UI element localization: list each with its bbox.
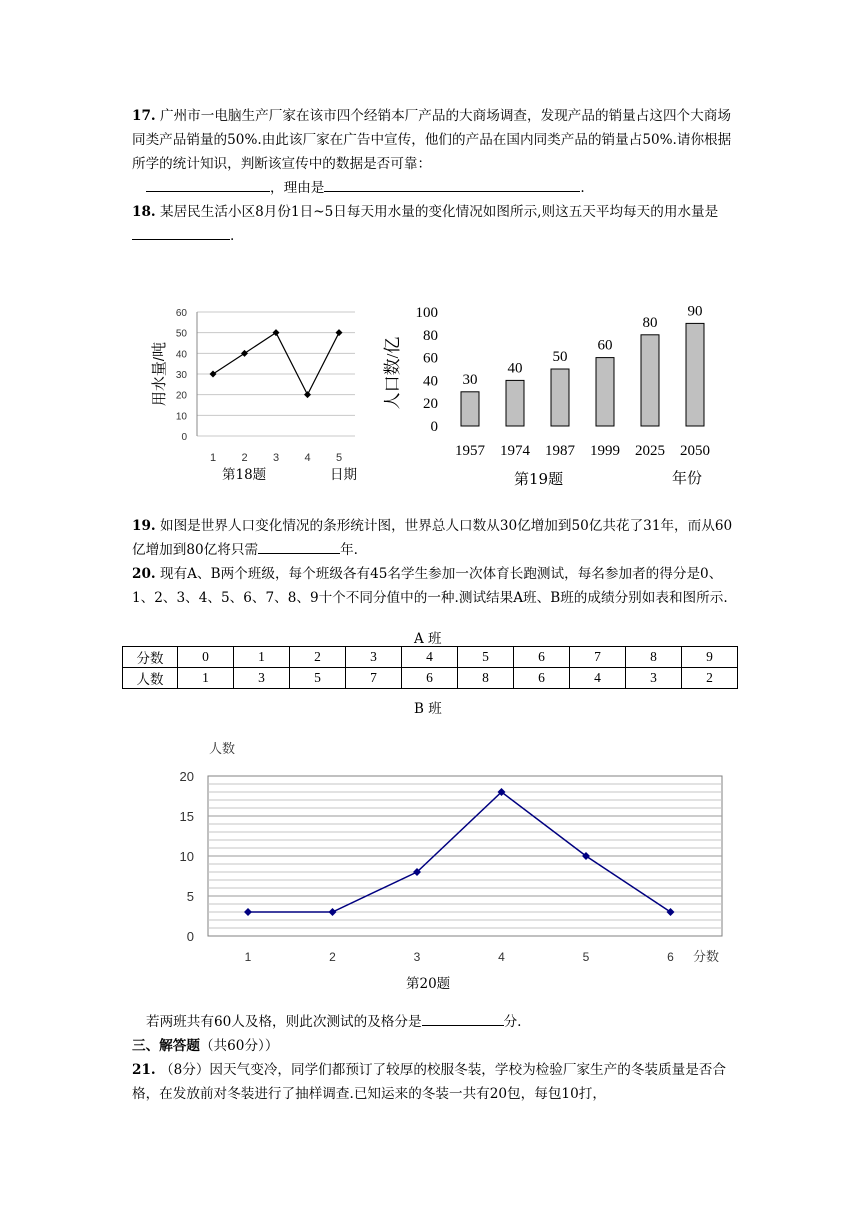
answer-blank-17a[interactable] [146, 176, 270, 192]
x-tick-label: 1957 [455, 443, 485, 459]
x-tick-label: 1999 [590, 443, 620, 459]
x-tick-label: 5 [335, 452, 343, 464]
y-tick-label: 40 [423, 373, 438, 390]
question-19-text: 如图是世界人口变化情况的条形统计图，世界总人口数从30亿增加到50亿共花了31年，而从60亿增加到80亿将只需 [132, 518, 733, 558]
y-tick-label: 20 [423, 396, 438, 413]
y-tick-label: 40 [175, 349, 187, 361]
water-usage-line-chart [140, 298, 380, 488]
table-cell: 7 [346, 668, 402, 689]
y-tick-label: 50 [175, 328, 187, 340]
x-tick-label: 2025 [635, 443, 665, 459]
x-tick-label: 4 [304, 452, 311, 464]
question-20-text: 现有A、B两个班级，每个班级各有45名学生参加一次体育长跑测试，每名参加者的得分是0、1、2、3、4、5、6、7、8、9十个不同分值中的一种.测试结果A班、B班的成绩分别如表和图所示. [132, 566, 728, 606]
question-21-text: （8分）因天气变冷，同学们都预订了较厚的校服冬装，学校为检验厂家生产的冬装质量是否合格，在发放前对冬装进行了抽样调查.已知运来的冬装一共有20包，每包10打， [132, 1062, 726, 1102]
y-axis-label: 人口数/亿 [383, 336, 402, 410]
table-cell: 2 [682, 668, 738, 689]
question-20-followup-text: 若两班共有60人及格，则此次测试的及格分是 [146, 1014, 422, 1030]
table-cell: 6 [514, 647, 570, 668]
table-header-count: 人数 [123, 668, 178, 689]
bar [551, 369, 569, 426]
question-17-mid: ，理由是 [270, 180, 325, 196]
chart-18-caption: 第18题 [222, 467, 267, 483]
table-header-score: 分数 [123, 647, 178, 668]
y-tick-label: 20 [179, 769, 194, 784]
y-tick-label: 5 [186, 889, 194, 904]
data-label: 30 [462, 371, 478, 388]
data-label: 40 [507, 360, 523, 377]
y-axis-label: 用水量/吨 [151, 341, 168, 407]
bar [596, 358, 614, 426]
data-point [273, 329, 280, 336]
y-tick-label: 10 [175, 411, 187, 423]
x-tick-label: 3 [272, 452, 280, 464]
section-3-points: （共60分）） [199, 1038, 279, 1054]
bar [506, 380, 524, 426]
table-cell: 4 [402, 647, 458, 668]
x-tick-label: 4 [498, 950, 505, 964]
question-21 [132, 1058, 740, 1106]
question-21-number: 21. [132, 1062, 156, 1078]
question-17-text: 广州市一电脑生产厂家在该市四个经销本厂产品的大商场调查，发现产品的销量占这四个大商场同类产品销量的50%.由此该厂家在广告中宣传，他们的产品在国内同类产品的销量占50%.请你根据所学的统计知识，判断该宣传中的数据是否可靠： [132, 108, 732, 172]
table-row-scores [123, 647, 738, 668]
question-18-end: . [230, 228, 235, 244]
y-tick-label: 60 [423, 350, 438, 367]
class-a-score-table [122, 646, 738, 689]
table-cell: 4 [570, 668, 626, 689]
y-tick-label: 80 [423, 327, 438, 344]
question-18-text: 某居民生活小区8月份1日~5日每天用水量的变化情况如图所示,则这五天平均每天的用水量是 [159, 204, 719, 220]
table-cell: 2 [290, 647, 346, 668]
table-cell: 3 [626, 668, 682, 689]
question-18-number: 18. [132, 204, 156, 220]
table-cell: 0 [178, 647, 234, 668]
x-tick-label: 2050 [680, 443, 710, 459]
question-19-end: 年. [340, 542, 358, 558]
bar [641, 335, 659, 426]
answer-blank-17b[interactable] [324, 176, 580, 192]
class-b-line-chart [160, 736, 740, 996]
x-tick-label: 3 [413, 950, 421, 964]
x-tick-label: 1974 [500, 443, 530, 459]
x-axis-label: 分数 [692, 949, 720, 964]
chart-19-caption: 第19题 [514, 470, 564, 488]
answer-blank-18[interactable] [132, 224, 230, 240]
table-cell: 1 [234, 647, 290, 668]
question-19-number: 19. [132, 518, 156, 534]
answer-blank-20[interactable] [422, 1010, 504, 1026]
x-tick-label: 2 [329, 950, 336, 964]
table-cell: 6 [514, 668, 570, 689]
chart-19-xlabel: 年份 [672, 469, 703, 487]
y-tick-label: 60 [175, 308, 187, 319]
table-cell: 7 [570, 647, 626, 668]
population-bar-chart [376, 292, 726, 467]
x-tick-label: 1987 [545, 443, 575, 459]
question-17 [132, 104, 740, 200]
table-cell: 9 [682, 647, 738, 668]
x-tick-label: 2 [241, 452, 248, 464]
class-b-label: B 班 [414, 701, 442, 717]
question-20-number: 20. [132, 566, 156, 582]
y-tick-label: 20 [175, 390, 187, 402]
data-point [304, 391, 311, 398]
table-cell: 6 [402, 668, 458, 689]
section-3-heading [132, 1034, 740, 1058]
section-3-label: 三、解答题 [132, 1038, 200, 1054]
answer-blank-19[interactable] [258, 538, 340, 554]
data-point [210, 371, 217, 378]
table-cell: 8 [626, 647, 682, 668]
table-cell: 5 [290, 668, 346, 689]
y-tick-label: 0 [430, 419, 438, 435]
chart-20-caption: 第20题 [406, 976, 451, 992]
chart-18-xlabel: 日期 [330, 467, 357, 483]
question-20-followup [146, 1010, 754, 1034]
x-tick-label: 1 [209, 452, 217, 464]
question-17-end: . [580, 180, 585, 196]
series-line [213, 333, 339, 395]
y-tick-label: 30 [175, 370, 187, 381]
table-row-counts [123, 668, 738, 689]
question-19 [132, 514, 740, 562]
bar [686, 323, 704, 426]
data-label: 50 [552, 349, 568, 365]
x-tick-label: 5 [582, 950, 590, 964]
y-axis-label: 人数 [208, 741, 236, 756]
data-point [241, 350, 248, 357]
table-cell: 8 [458, 668, 514, 689]
question-17-number: 17. [132, 108, 156, 124]
y-tick-label: 100 [415, 305, 438, 321]
data-label: 90 [687, 303, 703, 320]
x-tick-label: 6 [667, 950, 674, 964]
data-label: 60 [597, 337, 613, 354]
x-tick-label: 1 [244, 950, 252, 964]
table-cell: 3 [234, 668, 290, 689]
question-20-followup-end: 分. [503, 1014, 522, 1030]
y-tick-label: 0 [181, 432, 187, 443]
data-point [336, 329, 343, 336]
table-cell: 3 [346, 647, 402, 668]
table-cell: 5 [458, 647, 514, 668]
y-tick-label: 10 [179, 849, 194, 864]
class-a-label: A 班 [414, 631, 442, 647]
bar [461, 392, 479, 426]
question-18 [132, 200, 740, 248]
y-tick-label: 0 [186, 929, 194, 944]
data-label: 80 [642, 314, 658, 331]
table-cell: 1 [178, 668, 234, 689]
y-tick-label: 15 [179, 809, 194, 824]
question-20 [132, 562, 740, 610]
